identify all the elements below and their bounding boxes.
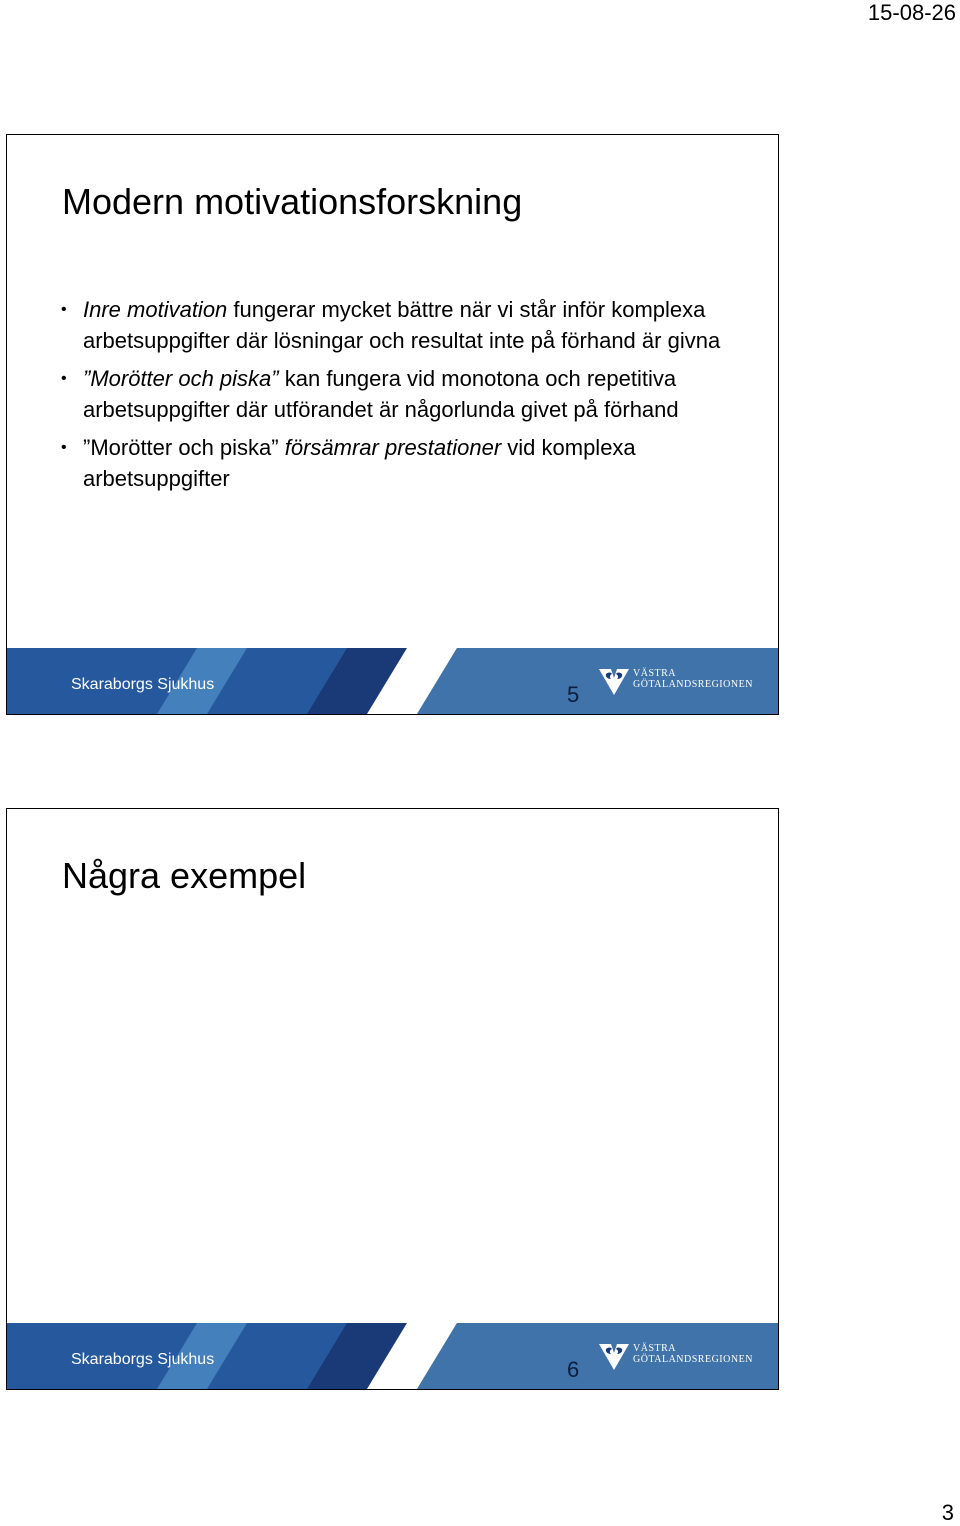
bullet-item bbox=[47, 364, 747, 425]
logo-wordmark bbox=[633, 1343, 753, 1365]
logo-line-2: GÖTALANDSREGIONEN bbox=[633, 1354, 753, 1365]
bullet-text: fungerar mycket bättre när vi står inför komplexa arbetsuppgifter där lösningar och resultat inte på förhand är givna bbox=[83, 297, 721, 353]
vastra-gotalandsregionen-logo-icon bbox=[597, 1341, 631, 1371]
bullet-text: vid komplexa arbetsuppgifter bbox=[83, 435, 636, 491]
bullet-icon: • bbox=[61, 370, 67, 387]
slide-6 bbox=[6, 808, 779, 1390]
bullet-emphasis: försämrar prestationer bbox=[284, 435, 502, 460]
footer-organization: Skaraborgs Sjukhus bbox=[71, 676, 215, 693]
bullet-prefix: ”Morötter och piska” bbox=[83, 435, 285, 460]
bullet-text: kan fungera vid monotona och repetitiva arbetsuppgifter där utförandet är någorlunda givet på förhand bbox=[83, 366, 679, 422]
footer-organization: Skaraborgs Sjukhus bbox=[71, 1351, 215, 1368]
vgr-logo bbox=[597, 1341, 753, 1373]
logo-line-1: VÄSTRA bbox=[633, 1343, 677, 1354]
slide-footer bbox=[7, 648, 778, 714]
slide-number: 5 bbox=[567, 682, 580, 707]
slide-footer bbox=[7, 1323, 778, 1389]
bullet-icon: • bbox=[61, 301, 67, 318]
bullet-list bbox=[47, 295, 747, 502]
slide-title: Modern motivationsforskning bbox=[62, 181, 523, 222]
bullet-icon: • bbox=[61, 439, 67, 456]
logo-wordmark bbox=[633, 668, 753, 690]
slide-number: 6 bbox=[567, 1357, 580, 1382]
slide-5 bbox=[6, 134, 779, 715]
vastra-gotalandsregionen-logo-icon bbox=[597, 666, 631, 696]
logo-line-2: GÖTALANDSREGIONEN bbox=[633, 679, 753, 690]
bullet-emphasis: Inre motivation bbox=[83, 297, 228, 322]
page-date: 15-08-26 bbox=[867, 0, 956, 25]
vgr-logo bbox=[597, 666, 753, 698]
page-number: 3 bbox=[941, 1500, 954, 1525]
bullet-item bbox=[47, 295, 747, 356]
slide-title: Några exempel bbox=[62, 855, 307, 896]
bullet-item bbox=[47, 433, 747, 494]
logo-line-1: VÄSTRA bbox=[633, 668, 677, 679]
bullet-emphasis: ”Morötter och piska” bbox=[83, 366, 279, 391]
